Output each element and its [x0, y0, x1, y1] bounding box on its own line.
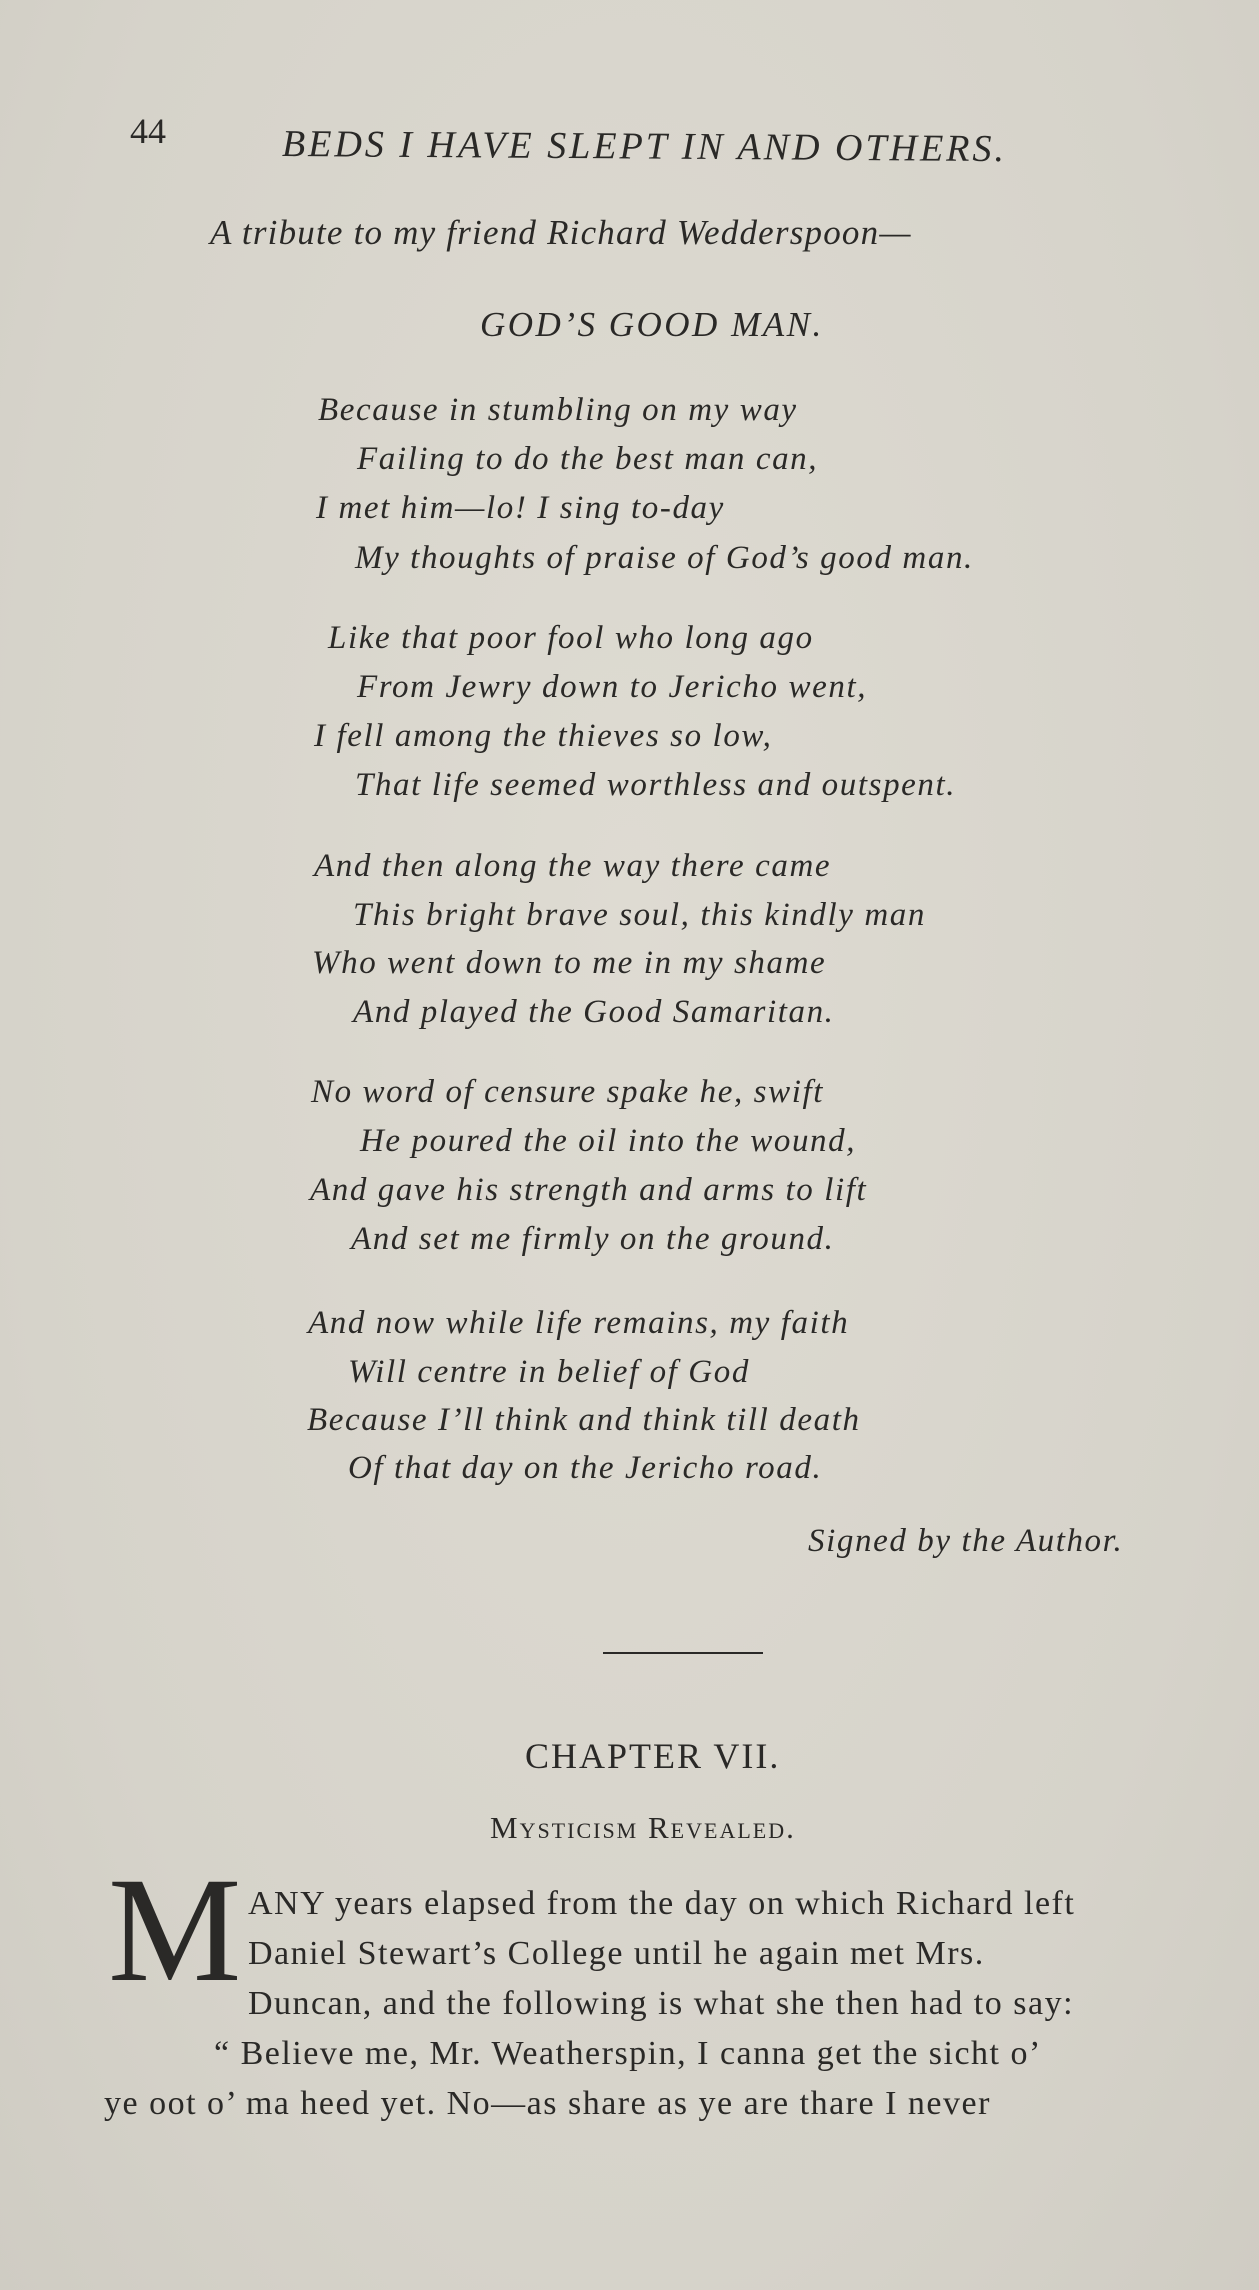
poem-title: GOD’S GOOD MAN.: [480, 305, 824, 344]
poem-line: Of that day on the Jericho road.: [348, 1450, 823, 1486]
poem-line: Failing to do the best man can,: [357, 441, 819, 477]
running-head: BEDS I HAVE SLEPT IN AND OTHERS.: [281, 123, 1008, 171]
poem-line: Because in stumbling on my way: [318, 392, 798, 428]
poem-line: That life seemed worthless and outspent.: [355, 767, 957, 803]
body-text-line: Daniel Stewart’s College until he again met Mrs.: [248, 1935, 985, 1972]
poem-line: And now while life remains, my faith: [308, 1305, 850, 1341]
body-text-line: ANY years elapsed from the day on which Richard left: [248, 1885, 1076, 1922]
poem-line: From Jewry down to Jericho went,: [357, 669, 868, 705]
section-divider: [603, 1652, 763, 1654]
poem-line: My thoughts of praise of God’s good man.: [355, 540, 974, 576]
signature: Signed by the Author.: [808, 1523, 1124, 1559]
body-text-line: ye oot o’ ma heed yet. No—as share as ye are thare I never: [104, 2085, 991, 2122]
poem-line: Will centre in belief of God: [348, 1354, 750, 1390]
poem-line: I fell among the thieves so low,: [314, 718, 773, 754]
page-number: 44: [130, 111, 166, 151]
poem-line: And set me firmly on the ground.: [351, 1221, 835, 1257]
poem-line: No word of censure spake he, swift: [311, 1074, 824, 1110]
poem-line: And played the Good Samaritan.: [353, 994, 835, 1030]
body-text-line: Duncan, and the following is what she then had to say:: [248, 1985, 1075, 2022]
poem-line: Who went down to me in my shame: [312, 945, 827, 981]
drop-cap: M: [108, 1847, 242, 2013]
chapter-title: Mysticism Revealed.: [490, 1810, 796, 1845]
poem-line: Because I’ll think and think till death: [307, 1402, 861, 1438]
body-text-line: “ Believe me, Mr. Weatherspin, I canna get the sicht o’: [214, 2035, 1042, 2072]
poem-line: And gave his strength and arms to lift: [310, 1172, 868, 1208]
poem-line: He poured the oil into the wound,: [360, 1123, 857, 1159]
tribute-line: A tribute to my friend Richard Wedderspoon—: [210, 213, 912, 252]
poem-line: And then along the way there came: [314, 848, 832, 884]
poem-line: This bright brave soul, this kindly man: [353, 897, 926, 933]
poem-line: I met him—lo! I sing to-day: [316, 490, 725, 526]
poem-line: Like that poor fool who long ago: [328, 620, 814, 656]
chapter-heading: CHAPTER VII.: [525, 1736, 781, 1776]
